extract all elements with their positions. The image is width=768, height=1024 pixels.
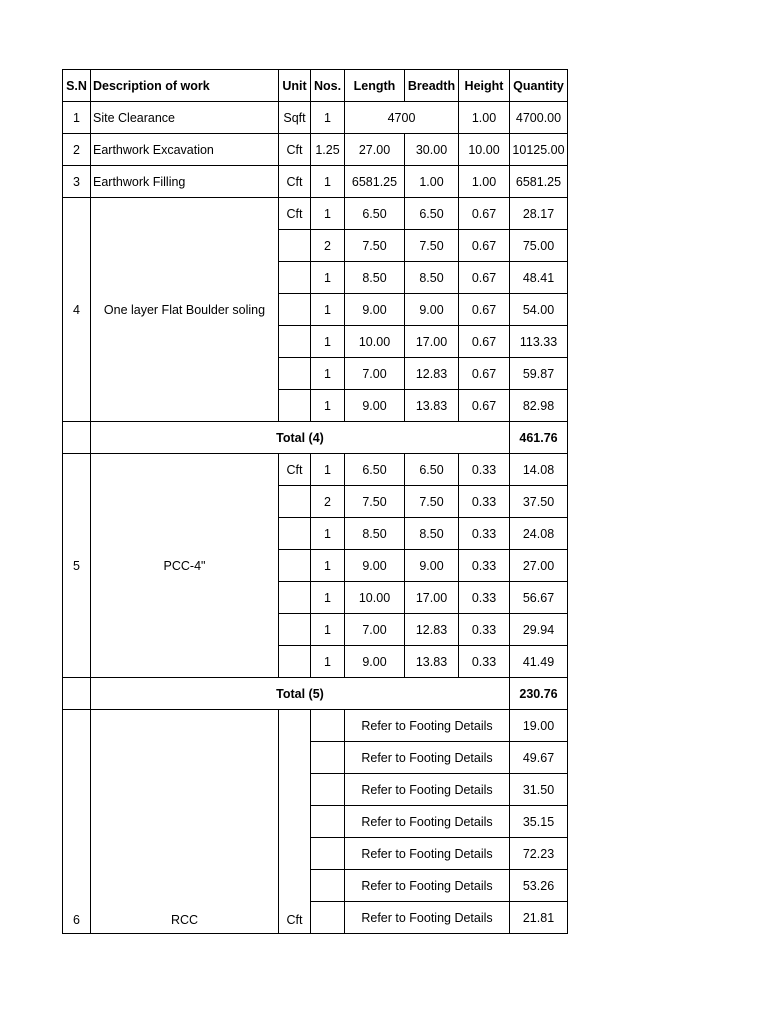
unit-cell: Cft xyxy=(279,710,311,934)
nos-cell xyxy=(311,710,345,742)
height-cell: 0.67 xyxy=(459,294,510,326)
unit-cell xyxy=(279,326,311,358)
height-cell: 0.33 xyxy=(459,614,510,646)
reference-cell: Refer to Footing Details xyxy=(345,774,510,806)
sn-cell: 6 xyxy=(63,710,91,934)
header-description: Description of work xyxy=(91,70,279,102)
breadth-cell: 6.50 xyxy=(405,198,459,230)
unit-cell: Cft xyxy=(279,166,311,198)
breadth-cell: 9.00 xyxy=(405,294,459,326)
unit-cell xyxy=(279,390,311,422)
description-cell: Earthwork Excavation xyxy=(91,134,279,166)
table-row xyxy=(63,454,568,486)
header-unit: Unit xyxy=(279,70,311,102)
nos-cell xyxy=(311,870,345,902)
nos-cell xyxy=(311,902,345,934)
quantity-cell: 59.87 xyxy=(510,358,568,390)
nos-cell: 1 xyxy=(311,166,345,198)
quantity-cell: 48.41 xyxy=(510,262,568,294)
quantity-cell: 6581.25 xyxy=(510,166,568,198)
header-height: Height xyxy=(459,70,510,102)
description-cell: One layer Flat Boulder soling xyxy=(91,198,279,422)
quantity-cell: 31.50 xyxy=(510,774,568,806)
quantity-cell: 75.00 xyxy=(510,230,568,262)
height-cell: 0.67 xyxy=(459,358,510,390)
description-cell: RCC xyxy=(91,710,279,934)
quantity-cell: 82.98 xyxy=(510,390,568,422)
nos-cell: 1 xyxy=(311,390,345,422)
table-row xyxy=(63,166,568,198)
quantity-cell: 72.23 xyxy=(510,838,568,870)
reference-cell: Refer to Footing Details xyxy=(345,838,510,870)
height-cell: 0.33 xyxy=(459,550,510,582)
nos-cell: 1 xyxy=(311,358,345,390)
quantity-cell: 4700.00 xyxy=(510,102,568,134)
height-cell: 0.67 xyxy=(459,262,510,294)
header-sn: S.N xyxy=(63,70,91,102)
unit-cell xyxy=(279,614,311,646)
table-row xyxy=(63,134,568,166)
header-row xyxy=(63,70,568,102)
height-cell: 10.00 xyxy=(459,134,510,166)
length-cell: 6.50 xyxy=(345,198,405,230)
length-cell: 8.50 xyxy=(345,262,405,294)
length-cell: 7.50 xyxy=(345,230,405,262)
total-value: 461.76 xyxy=(510,422,568,454)
length-cell: 10.00 xyxy=(345,326,405,358)
unit-cell: Cft xyxy=(279,134,311,166)
nos-cell: 1 xyxy=(311,294,345,326)
boq-table xyxy=(62,69,568,934)
total-row xyxy=(63,422,568,454)
length-cell: 27.00 xyxy=(345,134,405,166)
header-quantity: Quantity xyxy=(510,70,568,102)
nos-cell: 1 xyxy=(311,102,345,134)
description-cell: Earthwork Filling xyxy=(91,166,279,198)
length-cell: 7.00 xyxy=(345,614,405,646)
sn-cell: 4 xyxy=(63,198,91,422)
unit-cell: Cft xyxy=(279,198,311,230)
nos-cell: 2 xyxy=(311,486,345,518)
breadth-cell: 13.83 xyxy=(405,646,459,678)
unit-cell xyxy=(279,294,311,326)
reference-cell: Refer to Footing Details xyxy=(345,742,510,774)
sn-cell: 3 xyxy=(63,166,91,198)
height-cell: 1.00 xyxy=(459,102,510,134)
nos-cell xyxy=(311,838,345,870)
nos-cell: 1 xyxy=(311,550,345,582)
breadth-cell: 13.83 xyxy=(405,390,459,422)
nos-cell: 1 xyxy=(311,262,345,294)
quantity-cell: 19.00 xyxy=(510,710,568,742)
quantity-cell: 41.49 xyxy=(510,646,568,678)
unit-cell: Cft xyxy=(279,454,311,486)
height-cell: 0.67 xyxy=(459,326,510,358)
breadth-cell: 9.00 xyxy=(405,550,459,582)
nos-cell: 1 xyxy=(311,326,345,358)
breadth-cell: 17.00 xyxy=(405,582,459,614)
unit-cell xyxy=(279,550,311,582)
total-label: Total (5) xyxy=(91,678,510,710)
unit-cell xyxy=(279,646,311,678)
height-cell: 0.67 xyxy=(459,198,510,230)
quantity-cell: 29.94 xyxy=(510,614,568,646)
breadth-cell: 7.50 xyxy=(405,230,459,262)
breadth-cell: 17.00 xyxy=(405,326,459,358)
length-cell: 7.50 xyxy=(345,486,405,518)
unit-cell xyxy=(279,486,311,518)
height-cell: 0.33 xyxy=(459,646,510,678)
unit-cell xyxy=(279,262,311,294)
quantity-cell: 49.67 xyxy=(510,742,568,774)
height-cell: 0.33 xyxy=(459,582,510,614)
quantity-cell: 35.15 xyxy=(510,806,568,838)
reference-cell: Refer to Footing Details xyxy=(345,806,510,838)
height-cell: 0.67 xyxy=(459,390,510,422)
length-cell: 9.00 xyxy=(345,550,405,582)
quantity-cell: 14.08 xyxy=(510,454,568,486)
reference-cell: Refer to Footing Details xyxy=(345,710,510,742)
table-row xyxy=(63,198,568,230)
nos-cell: 2 xyxy=(311,230,345,262)
header-length: Length xyxy=(345,70,405,102)
length-cell: 9.00 xyxy=(345,294,405,326)
quantity-cell: 10125.00 xyxy=(510,134,568,166)
quantity-cell: 21.81 xyxy=(510,902,568,934)
breadth-cell: 12.83 xyxy=(405,358,459,390)
breadth-cell: 6.50 xyxy=(405,454,459,486)
length-cell: 7.00 xyxy=(345,358,405,390)
nos-cell: 1 xyxy=(311,646,345,678)
nos-cell: 1.25 xyxy=(311,134,345,166)
breadth-cell: 30.00 xyxy=(405,134,459,166)
reference-cell: Refer to Footing Details xyxy=(345,870,510,902)
quantity-cell: 113.33 xyxy=(510,326,568,358)
quantity-cell: 54.00 xyxy=(510,294,568,326)
height-cell: 1.00 xyxy=(459,166,510,198)
nos-cell: 1 xyxy=(311,582,345,614)
table-row xyxy=(63,710,568,742)
sn-cell: 5 xyxy=(63,454,91,678)
quantity-cell: 37.50 xyxy=(510,486,568,518)
sn-cell: 1 xyxy=(63,102,91,134)
nos-cell xyxy=(311,774,345,806)
breadth-cell: 7.50 xyxy=(405,486,459,518)
breadth-cell: 12.83 xyxy=(405,614,459,646)
quantity-cell: 56.67 xyxy=(510,582,568,614)
total-value: 230.76 xyxy=(510,678,568,710)
quantity-cell: 28.17 xyxy=(510,198,568,230)
nos-cell xyxy=(311,806,345,838)
length-breadth-merged-cell: 4700 xyxy=(345,102,459,134)
header-breadth: Breadth xyxy=(405,70,459,102)
unit-cell xyxy=(279,230,311,262)
sn-cell: 2 xyxy=(63,134,91,166)
quantity-cell: 27.00 xyxy=(510,550,568,582)
length-cell: 6581.25 xyxy=(345,166,405,198)
height-cell: 0.67 xyxy=(459,230,510,262)
unit-cell: Sqft xyxy=(279,102,311,134)
length-cell: 9.00 xyxy=(345,646,405,678)
height-cell: 0.33 xyxy=(459,518,510,550)
unit-cell xyxy=(279,358,311,390)
description-cell: Site Clearance xyxy=(91,102,279,134)
length-cell: 9.00 xyxy=(345,390,405,422)
length-cell: 8.50 xyxy=(345,518,405,550)
breadth-cell: 8.50 xyxy=(405,262,459,294)
breadth-cell: 8.50 xyxy=(405,518,459,550)
height-cell: 0.33 xyxy=(459,486,510,518)
nos-cell: 1 xyxy=(311,614,345,646)
header-nos: Nos. xyxy=(311,70,345,102)
breadth-cell: 1.00 xyxy=(405,166,459,198)
unit-cell xyxy=(279,518,311,550)
sn-cell xyxy=(63,678,91,710)
total-row xyxy=(63,678,568,710)
height-cell: 0.33 xyxy=(459,454,510,486)
nos-cell: 1 xyxy=(311,454,345,486)
table-row xyxy=(63,102,568,134)
nos-cell xyxy=(311,742,345,774)
description-cell: PCC-4" xyxy=(91,454,279,678)
sn-cell xyxy=(63,422,91,454)
unit-cell xyxy=(279,582,311,614)
total-label: Total (4) xyxy=(91,422,510,454)
nos-cell: 1 xyxy=(311,198,345,230)
nos-cell: 1 xyxy=(311,518,345,550)
quantity-cell: 53.26 xyxy=(510,870,568,902)
reference-cell: Refer to Footing Details xyxy=(345,902,510,934)
length-cell: 10.00 xyxy=(345,582,405,614)
quantity-cell: 24.08 xyxy=(510,518,568,550)
length-cell: 6.50 xyxy=(345,454,405,486)
